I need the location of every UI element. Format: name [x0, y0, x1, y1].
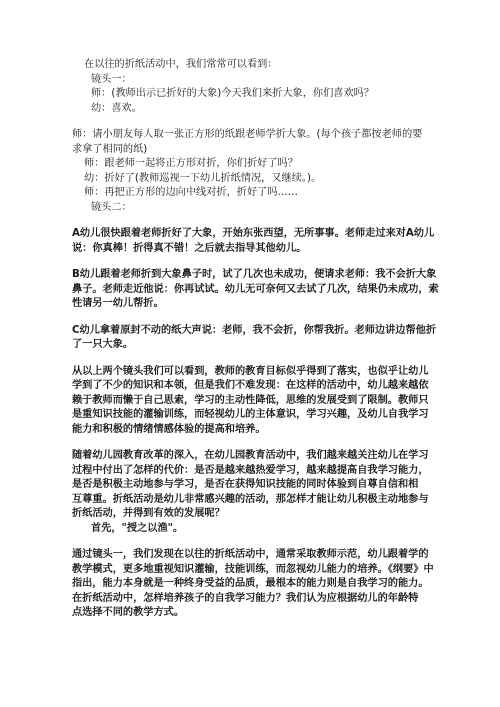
paragraph-line: 通过镜头一，我们发现在以往的折纸活动中，通常采取教师示范，幼儿跟着学的	[72, 549, 429, 560]
paragraph-line: 性请另一幼儿帮折。	[72, 298, 164, 309]
paragraph-line: 学到了不少的知识和本领，但是我们不难发现：在这样的活动中，幼儿越来越依	[72, 380, 429, 391]
dialogue-teacher-line: 师：请小朋友每人取一张正方形的纸跟老师学折大象。(每个孩子都按老师的要	[72, 129, 423, 140]
shot-one-label: 镜头一：	[91, 73, 132, 85]
paragraph-line: 了一只大象。	[72, 339, 134, 350]
paragraph-line: 折纸活动，并得到有效的发展呢？	[72, 508, 225, 519]
intro-line: 在以往的折纸活动中，我们常常可以看到：	[84, 59, 278, 70]
dialogue-child-line: 幼：喜欢。	[91, 102, 142, 114]
paragraph-line: 过程中付出了怎样的代价：是否是越来越热爱学习，越来越提高自我学习能力，	[72, 464, 429, 476]
paragraph-child-c	[72, 324, 437, 353]
dialogue-teacher-line: 师：(教师出示已折好的大象)今天我们来折大象，你们喜欢吗？	[91, 88, 375, 99]
paragraph-line: 教学模式，更多地重视知识灌输，技能训练，而忽视幼儿能力的培养。《纲要》中	[72, 563, 434, 575]
paragraph-line: 说：你真棒！折得真不错！之后就去指导其他幼儿。	[72, 242, 307, 254]
paragraph-line: 从以上两个镜头我们可以看到，教师的教育目标似乎得到了落实，也似乎让幼儿	[72, 365, 429, 377]
shot-two-label: 镜头二：	[91, 201, 132, 213]
paragraph-line: 能力和积极的情绪情感体验的提高和培养。	[72, 423, 266, 435]
paragraph-line: 求拿了相同的纸)	[72, 143, 148, 155]
paragraph-reform	[72, 449, 432, 536]
paragraph-line: 是否是积极主动地参与学习，是否在获得知识技能的同时体验到自尊自信和相	[72, 479, 419, 490]
section-two	[72, 128, 432, 215]
paragraph-line: 是重知识技能的灌输训练，而轻视幼儿的主体意识，学习兴趣，及幼儿自我学习	[72, 409, 429, 420]
paragraph-analysis	[72, 365, 432, 438]
paragraph-child-b	[72, 268, 439, 312]
subheading-first: 首先，"授之以渔"。	[91, 522, 184, 534]
paragraph-line: 赖于教师而懒于自己思索，学习的主动性降低，思维的发展受到了限制。教师只	[72, 394, 429, 406]
dialogue-teacher-line: 师：跟老师一起将正方形对折，你们折好了吗？	[84, 158, 298, 169]
paragraph-line: 鼻子。老师走近他说：你再试试。幼儿无可奈何又去试了几次，结果仍未成功，索	[72, 283, 439, 295]
paragraph-approach	[72, 548, 432, 621]
paragraph-line: C幼儿拿着原封不动的纸大声说：老师，我不会折，你帮我折。老师边讲边帮他折	[72, 324, 437, 336]
dialogue-teacher-line: 师：再把正方形的边向中线对折，折好了吗……	[84, 187, 298, 198]
paragraph-line: 互尊重。折纸活动是幼儿非常感兴趣的活动，那怎样才能让幼儿积极主动地参与	[72, 493, 429, 505]
paragraph-line: 点选择不同的教学方式。	[72, 607, 185, 618]
dialogue-child-line: 幼：折好了(教师巡视一下幼儿折纸情况，又继续。)。	[84, 172, 322, 184]
document-page	[72, 58, 439, 621]
paragraph-line: B幼儿跟着老师折到大象鼻子时，试了几次也未成功，便请求老师：我不会折大象	[72, 269, 437, 280]
paragraph-line: 指出，能力本身就是一种终身受益的品质，最根本的能力则是自我学习的能力。	[72, 578, 429, 589]
paragraph-line: 随着幼儿园教育改革的深入，在幼儿园教育活动中，我们越来越关注幼儿在学习	[72, 450, 429, 461]
paragraph-child-a	[72, 227, 435, 256]
paragraph-line: 在折纸活动中，怎样培养孩子的自我学习能力？我们认为应根据幼儿的年龄特	[72, 592, 419, 604]
paragraph-line: A幼儿很快跟着老师折好了大象，开始东张西望，无所事事。老师走过来对A幼儿	[72, 228, 435, 239]
